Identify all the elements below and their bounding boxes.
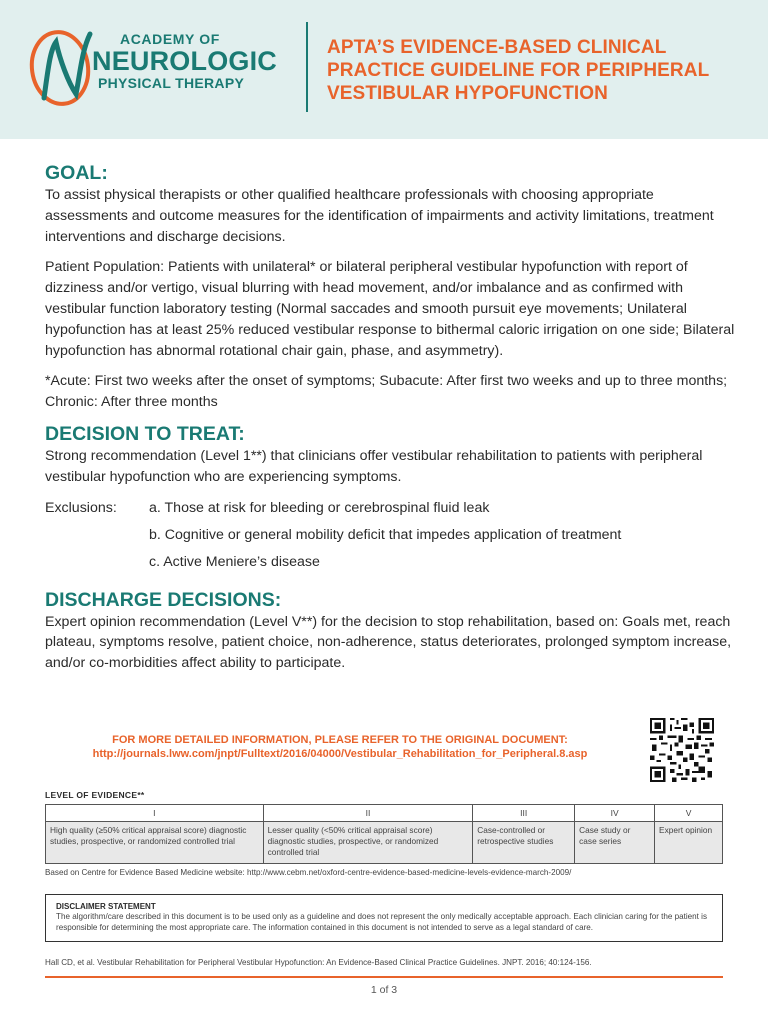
document-title	[327, 36, 757, 105]
more-info-label: FOR MORE DETAILED INFORMATION, PLEASE REFER TO THE ORIGINAL DOCUMENT:	[112, 734, 568, 746]
disclaimer-text: The algorithm/care described in this document is to be used only as a guideline and does not represent the only medically acceptable approach. Each clinician caring for the patient is responsible for determining the most appropriate care. The information contained in this document is not intended to serve as a legal standard of care.	[56, 912, 708, 932]
decision-text: Strong recommendation (Level 1**) that clinicians offer vestibular rehabilitation to patients with peripheral vestibular hypofunction who are experiencing symptoms.	[45, 447, 703, 485]
disclaimer-title: DISCLAIMER STATEMENT	[56, 902, 156, 911]
column-header: I	[46, 805, 264, 822]
document-title-line: PRACTICE GUIDELINE FOR PERIPHERAL	[327, 60, 710, 81]
original-document-link[interactable]: http://journals.lww.com/jnpt/Fulltext/2016/04000/Vestibular_Rehabilitation_for_Peripheral.8.asp	[92, 748, 588, 760]
table-cell: Expert opinion	[655, 822, 723, 864]
cebm-source-note: Based on Centre for Evidence Based Medicine website: http://www.cebm.net/oxford-centre-evidence-based-medicine-levels-evidence-march-2009/	[45, 868, 572, 877]
page-number: 1 of 3	[370, 984, 398, 996]
table-cell: Lesser quality (<50% critical appraisal score) diagnostic studies, prospective, or randomized controlled trial	[263, 822, 473, 864]
qr-code-icon[interactable]	[650, 718, 714, 782]
table-cell: High quality (≥50% critical appraisal score) diagnostic studies, prospective, or randomized controlled trial	[46, 822, 264, 864]
exclusion-item: c. Active Meniere’s disease	[149, 553, 320, 570]
more-info-callout	[45, 733, 635, 761]
table-row	[46, 822, 723, 864]
decision-heading: DECISION TO TREAT:	[45, 422, 245, 445]
table-cell: Case-controlled or retrospective studies	[473, 822, 575, 864]
column-header: V	[655, 805, 723, 822]
header-banner	[0, 0, 768, 139]
patient-population-text: Patient Population: Patients with unilateral* or bilateral peripheral vestibular hypofunction with report of dizziness and/or vertigo, visual blurring with head movement, and/or imbalance and as confirmed with vestibular function laboratory testing (Normal saccades and smooth pursuit eye movements; Unilateral hypofunction has at least 25% reduced vestibular response to bithermal caloric irrigation on one side; Bilateral hypofunction has abnormal rotational chair gain, phase, and asymmetry).	[45, 259, 735, 359]
discharge-text: Expert opinion recommendation (Level V**) for the decision to stop rehabilitation, based on: Goals met, reach plateau, symptoms resolve, patient choice, non-adherence, status deteriorates, prolonged symptom increase, and/or co-morbidities affect ability to participate.	[45, 613, 732, 672]
goal-text: To assist physical therapists or other qualified healthcare professionals with choosing appropriate assessments and outcome measures for the identification of impairments and activity limitations, treatment interventions and discharge decisions.	[45, 187, 714, 245]
document-title-line: VESTIBULAR HYPOFUNCTION	[327, 83, 608, 104]
header-divider	[306, 22, 308, 112]
exclusion-item: b. Cognitive or general mobility deficit that impedes application of treatment	[149, 526, 622, 543]
footer-divider	[45, 976, 723, 978]
acute-definition-note: *Acute: First two weeks after the onset of symptoms; Subacute: After first two weeks and up to three months; Chronic: After three months	[45, 373, 728, 411]
exclusion-item: a. Those at risk for bleeding or cerebrospinal fluid leak	[149, 499, 490, 516]
logo-line-academy: ACADEMY OF	[120, 31, 220, 47]
document-title-line: APTA’S EVIDENCE-BASED CLINICAL	[327, 37, 667, 58]
list-item	[45, 552, 735, 579]
disclaimer-box	[45, 894, 723, 942]
level-of-evidence-table	[45, 804, 723, 864]
citation: Hall CD, et al. Vestibular Rehabilitation for Peripheral Vestibular Hypofunction: An Evidence-Based Clinical Practice Guidelines. JNPT. 2016; 40:124-156.	[45, 958, 592, 967]
level-of-evidence-title: LEVEL OF EVIDENCE**	[45, 790, 145, 800]
list-item	[45, 525, 735, 552]
exclusions-list	[45, 498, 735, 579]
logo-line-physical-therapy: PHYSICAL THERAPY	[98, 75, 245, 91]
column-header: II	[263, 805, 473, 822]
logo-line-neurologic: NEUROLOGIC	[92, 46, 278, 76]
goal-heading: GOAL:	[45, 162, 108, 184]
logo-wordmark	[78, 31, 288, 92]
list-item	[45, 498, 735, 525]
table-cell: Case study or case series	[575, 822, 655, 864]
column-header: IV	[575, 805, 655, 822]
table-header-row	[46, 805, 723, 822]
discharge-heading: DISCHARGE DECISIONS:	[45, 588, 282, 611]
main-content	[45, 161, 735, 674]
column-header: III	[473, 805, 575, 822]
exclusions-label: Exclusions:	[45, 499, 117, 516]
